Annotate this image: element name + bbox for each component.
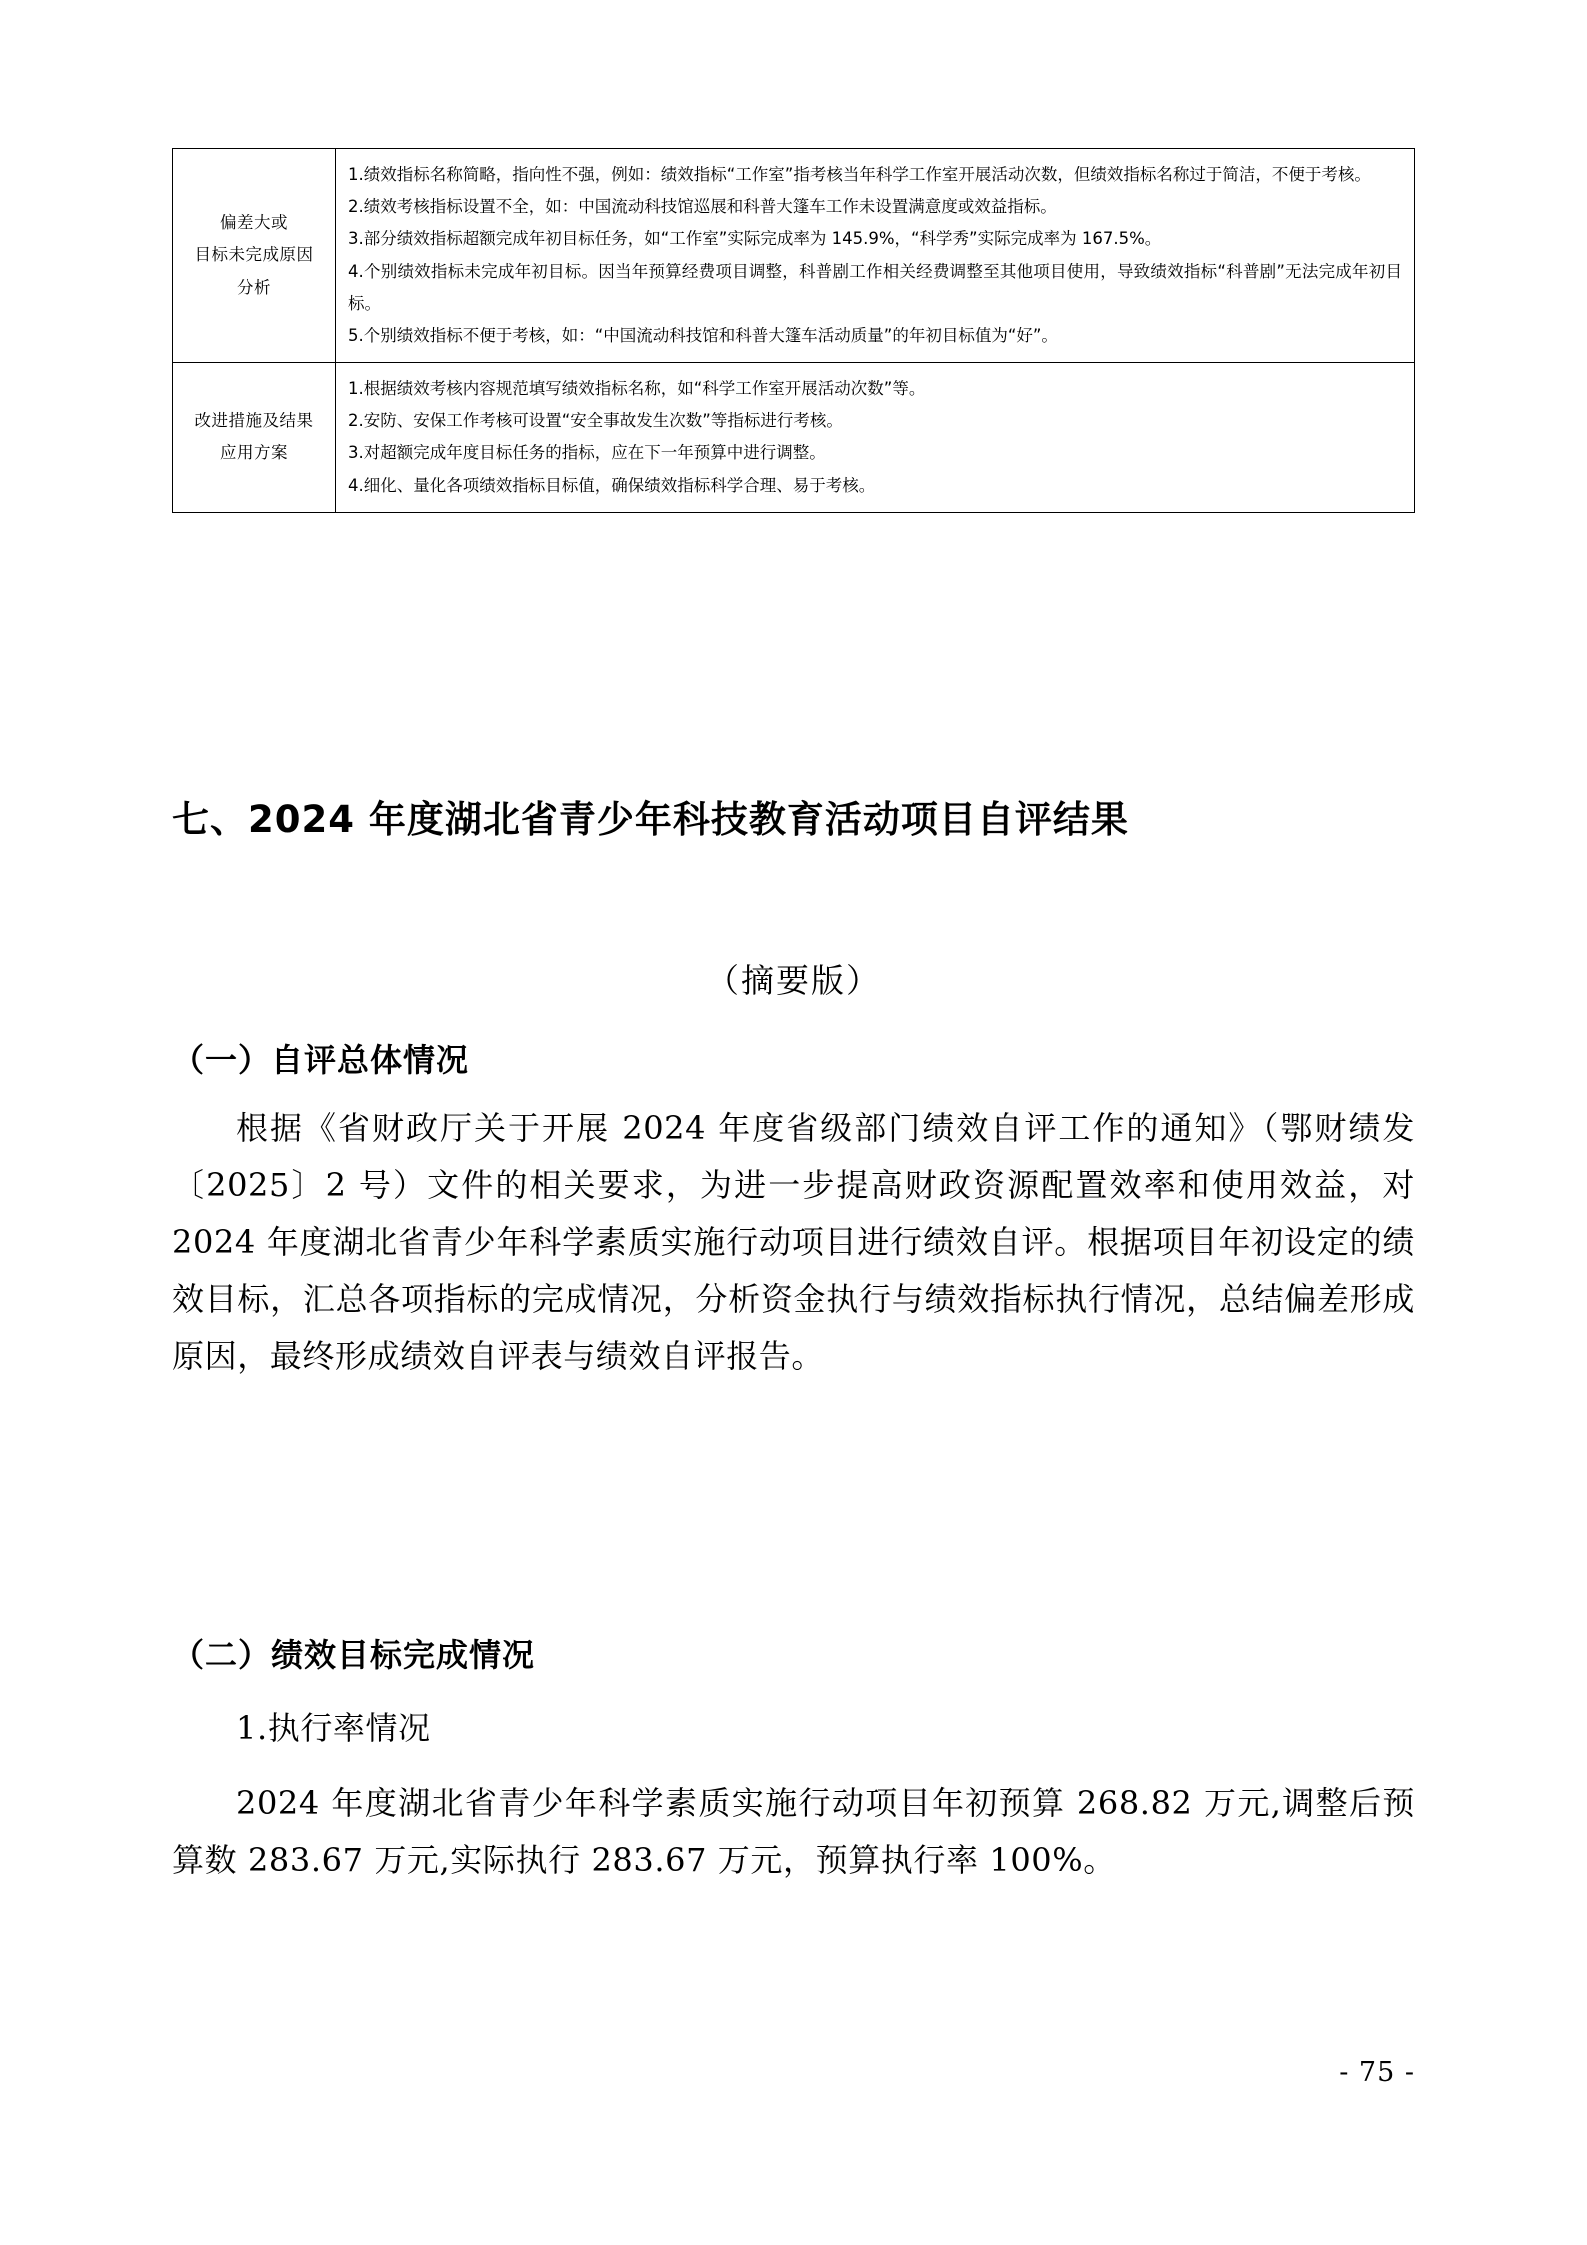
- paragraph-execution-rate-detail: [172, 1775, 1415, 1889]
- section-heading: 七、2024 年度湖北省青少年科技教育活动项目自评结果: [172, 798, 1129, 841]
- content-item: 3.对超额完成年度目标任务的指标，应在下一年预算中进行调整。: [348, 443, 826, 463]
- page-number: - 75 -: [1339, 2057, 1415, 2088]
- content-item: 2.绩效考核指标设置不全，如：中国流动科技馆巡展和科普大篷车工作未设置满意度或效益指标。: [348, 197, 1057, 217]
- label-line: 应用方案: [220, 443, 288, 463]
- content-item: 2.安防、安保工作考核可设置“安全事故发生次数”等指标进行考核。: [348, 411, 843, 431]
- paragraph-execution-rate-title: [172, 1700, 1415, 1757]
- subsection-title-goal-completion: （二）绩效目标完成情况: [172, 1636, 536, 1674]
- section-subheading: （摘要版）: [706, 961, 881, 1000]
- content-item: 1.根据绩效考核内容规范填写绩效指标名称，如“科学工作室开展活动次数”等。: [348, 379, 926, 399]
- row-content-deviation-analysis: [336, 149, 1415, 363]
- table-row: [173, 363, 1415, 513]
- paragraph-text: 2024 年度湖北省青少年科学素质实施行动项目年初预算 268.82 万元,调整后预算数 283.67 万元,实际执行 283.67 万元，预算执行率 100%。: [172, 1784, 1415, 1879]
- row-label-deviation-analysis: [173, 149, 336, 363]
- paragraph-overall-evaluation: [172, 1100, 1415, 1385]
- performance-deviation-table: [172, 148, 1415, 513]
- content-item: 1.绩效指标名称简略，指向性不强，例如：绩效指标“工作室”指考核当年科学工作室开展活动次数，但绩效指标名称过于简洁，不便于考核。: [348, 165, 1371, 184]
- paragraph-text: 根据《省财政厅关于开展 2024 年度省级部门绩效自评工作的通知》（鄂财绩发〔2025〕2 号）文件的相关要求，为进一步提高财政资源配置效率和使用效益，对 2024 年度湖北省青少年科学素质实施行动项目进行绩效自评。根据项目年初设定的绩效目标，汇总各项指标的完成情况，分析资金执行与绩效指标执行情况，总结偏差形成原因，最终形成绩效自评表与绩效自评报告。: [172, 1109, 1415, 1375]
- subsection-title-overall-evaluation: （一）自评总体情况: [172, 1041, 470, 1079]
- content-item: 4.个别绩效指标未完成年初目标。因当年预算经费项目调整，科普剧工作相关经费调整至其他项目使用，导致绩效指标“科普剧”无法完成年初目标。: [348, 261, 1402, 313]
- table-row: [173, 149, 1415, 363]
- content-item: 3.部分绩效指标超额完成年初目标任务，如“工作室”实际完成率为 145.9%，“科学秀”实际完成率为 167.5%。: [348, 229, 1162, 249]
- content-item: 4.细化、量化各项绩效指标目标值，确保绩效指标科学合理、易于考核。: [348, 475, 876, 495]
- label-line: 分析: [237, 277, 271, 297]
- label-line: 改进措施及结果: [194, 411, 314, 431]
- paragraph-text: 1.执行率情况: [236, 1709, 431, 1747]
- content-item: 5.个别绩效指标不便于考核，如：“中国流动科技馆和科普大篷车活动质量”的年初目标值为“好”。: [348, 325, 1058, 345]
- row-label-improvement-measures: [173, 363, 336, 513]
- label-line: 偏差大或: [220, 213, 288, 233]
- label-line: 目标未完成原因: [194, 245, 314, 265]
- row-content-improvement-measures: [336, 363, 1415, 513]
